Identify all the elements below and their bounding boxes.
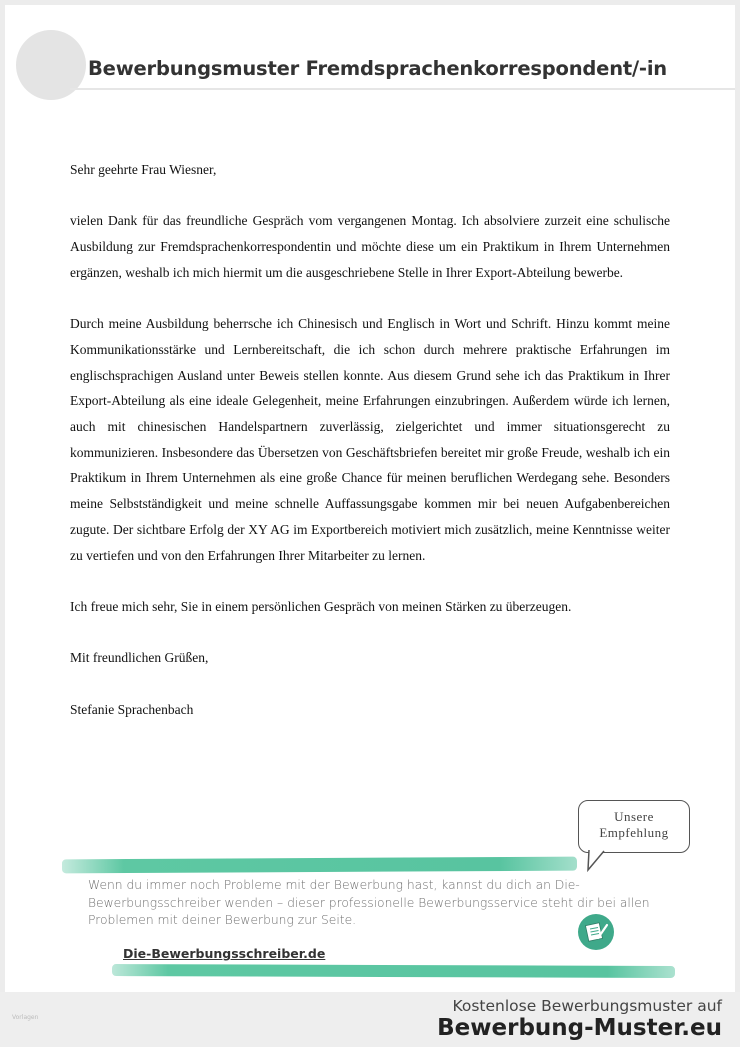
letter-body: [70, 157, 670, 748]
brush-stroke-top: [62, 857, 577, 874]
letter-paragraph-1: vielen Dank für das freundliche Gespräch vom vergangenen Montag. Ich absolviere zurzeit eine schulische Ausbildung zur Fremdsprachenkorrespondentin und möchte diese um ein Praktikum in Ihrem Unternehmen ergänzen, weshalb ich mich hiermit um die ausgeschriebene Stelle in Ihrer Export-Abteilung bewerbe.: [70, 213, 670, 280]
document-pen-icon: [578, 914, 614, 950]
recommendation-speech-bubble: [578, 800, 690, 853]
letter-paragraph-3: Ich freue mich sehr, Sie in einem persönlichen Gespräch von meinen Stärken zu überzeugen.: [70, 598, 572, 614]
footer-small-label: Vorlagen: [12, 1014, 39, 1021]
footer-tagline: Kostenlose Bewerbungsmuster auf: [452, 997, 722, 1015]
bewerbungsschreiber-link[interactable]: Die-Bewerbungsschreiber.de: [123, 946, 326, 961]
page-title: Bewerbungsmuster Fremdsprachenkorrespondent/-in: [88, 57, 667, 80]
footer-site-link[interactable]: Bewerbung-Muster.eu: [437, 1015, 722, 1041]
speech-bubble-tail: [586, 850, 608, 872]
letter-paragraph-2: Durch meine Ausbildung beherrsche ich Chinesisch und Englisch in Wort und Schrift. Hinzu kommt meine Kommunikationsstärke und Lernbereitschaft, die ich schon durch mehrere praktische Erfahrungen im englischsprachigen Ausland unter Beweis stellen konnte. Aus diesem Grund sehe ich das Praktikum in Ihrer Export-Abteilung als eine ideale Gelegenheit, meine Erfahrungen einzubringen. Außerdem würde ich lernen, auch mit chinesischen Handelspartnern zuverlässig, zielgerichtet und immer situationsgerecht zu kommunizieren. Insbesondere das Übersetzen von Geschäftsbriefen bereitet mir große Freude, weshalb ich ein Praktikum in Ihrem Unternehmen als eine große Chance für meinen beruflichen Werdegang sehe. Besonders meine Selbstständigkeit und meine schnelle Auffassungsgabe kommen mir bei neuen Aufgabenbereichen zugute. Der sichtbare Erfolg der XY AG im Exportbereich motiviert mich zusätzlich, meine Kenntnisse weiter zu vertiefen und von den Erfahrungen Ihrer Mitarbeiter zu lernen.: [70, 316, 670, 563]
letter-signature: Stefanie Sprachenbach: [70, 701, 194, 717]
letter-salutation: Sehr geehrte Frau Wiesner,: [70, 162, 217, 177]
letter-closing: Mit freundlichen Grüßen,: [70, 650, 209, 666]
recommendation-text: Wenn du immer noch Probleme mit der Bewerbung hast, kannst du dich an Die-Bewerbungsschreiber wenden – dieser professionelle Bewerbungsservice steht dir bei allen Problemen mit deiner Bewerbung zur Seite.: [88, 878, 650, 927]
bubble-line-2: Empfehlung: [599, 825, 669, 840]
header-divider: [70, 88, 735, 90]
brush-stroke-bottom: [112, 964, 675, 978]
bubble-line-1: Unsere: [614, 809, 654, 824]
